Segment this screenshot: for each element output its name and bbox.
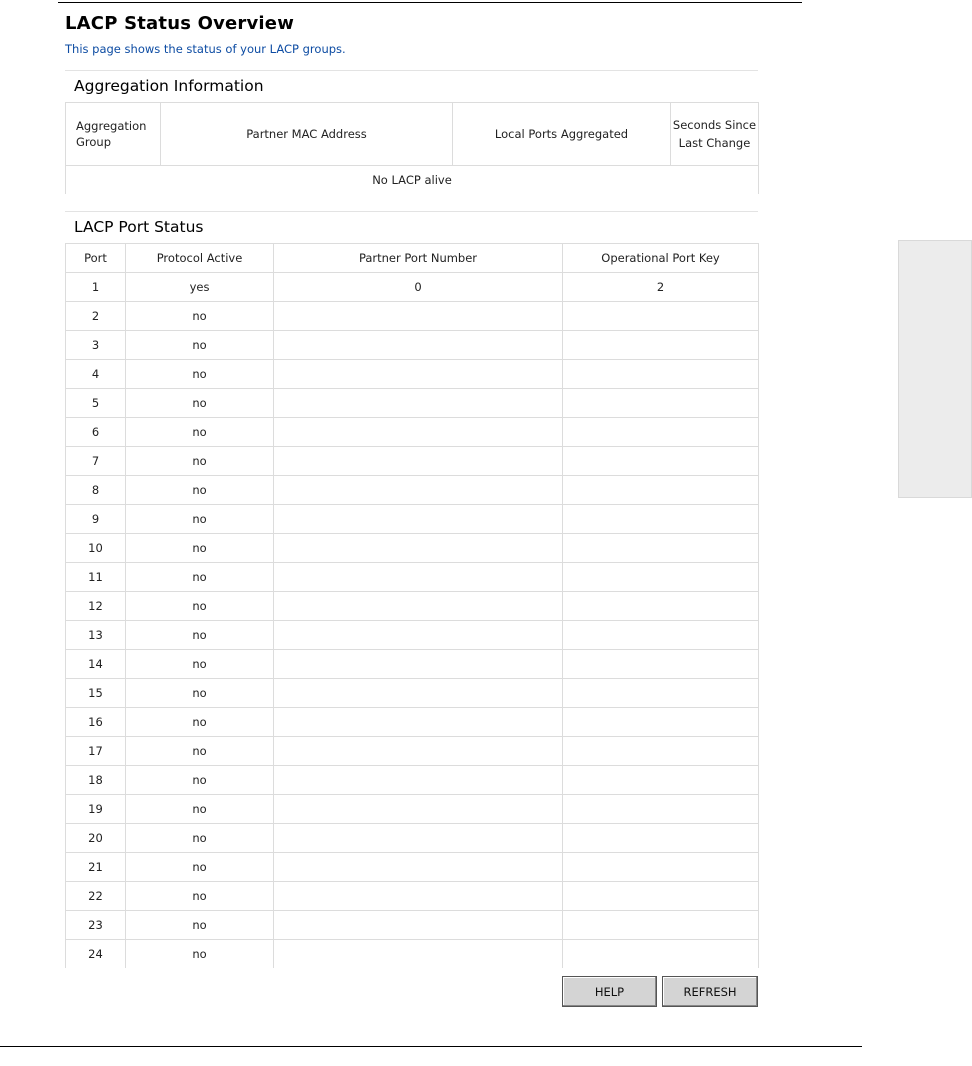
port-cell: 1 <box>66 273 126 302</box>
op-key-cell <box>563 476 759 505</box>
port-cell: 16 <box>66 708 126 737</box>
header-operational-port-key: Operational Port Key <box>563 244 759 273</box>
protocol-active-cell: yes <box>126 273 274 302</box>
op-key-cell <box>563 824 759 853</box>
port-cell: 6 <box>66 418 126 447</box>
table-row <box>66 273 759 302</box>
port-cell: 18 <box>66 766 126 795</box>
partner-port-cell <box>274 360 563 389</box>
table-row <box>66 708 759 737</box>
op-key-cell <box>563 911 759 940</box>
partner-port-cell <box>274 563 563 592</box>
partner-port-cell <box>274 940 563 969</box>
protocol-active-cell: no <box>126 853 274 882</box>
header-partner-mac: Partner MAC Address <box>161 103 453 166</box>
port-cell: 4 <box>66 360 126 389</box>
op-key-cell <box>563 563 759 592</box>
section-divider <box>65 70 758 71</box>
table-row <box>66 737 759 766</box>
header-local-ports: Local Ports Aggregated <box>453 103 671 166</box>
table-row <box>66 650 759 679</box>
port-cell: 19 <box>66 795 126 824</box>
partner-port-cell <box>274 505 563 534</box>
op-key-cell <box>563 882 759 911</box>
op-key-cell <box>563 766 759 795</box>
protocol-active-cell: no <box>126 505 274 534</box>
op-key-cell <box>563 708 759 737</box>
protocol-active-cell: no <box>126 360 274 389</box>
partner-port-cell <box>274 824 563 853</box>
op-key-cell <box>563 302 759 331</box>
port-cell: 11 <box>66 563 126 592</box>
op-key-cell <box>563 447 759 476</box>
partner-port-cell <box>274 737 563 766</box>
header-seconds-since-change: Seconds Since Last Change <box>671 103 759 166</box>
op-key-cell <box>563 331 759 360</box>
help-button[interactable]: HELP <box>562 976 657 1007</box>
partner-port-cell <box>274 476 563 505</box>
table-row <box>66 621 759 650</box>
table-row <box>66 563 759 592</box>
table-row <box>66 940 759 969</box>
table-row <box>66 331 759 360</box>
port-cell: 8 <box>66 476 126 505</box>
port-cell: 7 <box>66 447 126 476</box>
protocol-active-cell: no <box>126 621 274 650</box>
partner-port-cell <box>274 389 563 418</box>
table-row <box>66 882 759 911</box>
partner-port-cell <box>274 418 563 447</box>
port-cell: 23 <box>66 911 126 940</box>
partner-port-cell <box>274 302 563 331</box>
protocol-active-cell: no <box>126 824 274 853</box>
partner-port-cell <box>274 679 563 708</box>
partner-port-cell <box>274 331 563 360</box>
op-key-cell <box>563 795 759 824</box>
port-status-table <box>65 243 759 968</box>
header-aggregation-group: Aggregation Group <box>66 103 161 166</box>
port-cell: 13 <box>66 621 126 650</box>
op-key-cell <box>563 505 759 534</box>
partner-port-cell <box>274 882 563 911</box>
port-cell: 14 <box>66 650 126 679</box>
protocol-active-cell: no <box>126 563 274 592</box>
table-row <box>66 302 759 331</box>
protocol-active-cell: no <box>126 418 274 447</box>
table-row <box>66 476 759 505</box>
table-row <box>66 592 759 621</box>
port-cell: 10 <box>66 534 126 563</box>
op-key-cell <box>563 534 759 563</box>
protocol-active-cell: no <box>126 447 274 476</box>
protocol-active-cell: no <box>126 708 274 737</box>
table-row <box>66 389 759 418</box>
header-partner-port-number: Partner Port Number <box>274 244 563 273</box>
aggregation-header-row <box>66 103 759 166</box>
table-row <box>66 418 759 447</box>
op-key-cell: 2 <box>563 273 759 302</box>
partner-port-cell <box>274 795 563 824</box>
protocol-active-cell: no <box>126 940 274 969</box>
protocol-active-cell: no <box>126 302 274 331</box>
partner-port-cell <box>274 911 563 940</box>
protocol-active-cell: no <box>126 331 274 360</box>
section-divider <box>65 211 758 212</box>
op-key-cell <box>563 360 759 389</box>
top-divider <box>58 2 802 3</box>
aggregation-empty-row <box>66 166 759 195</box>
partner-port-cell: 0 <box>274 273 563 302</box>
port-cell: 20 <box>66 824 126 853</box>
table-row <box>66 447 759 476</box>
protocol-active-cell: no <box>126 679 274 708</box>
partner-port-cell <box>274 534 563 563</box>
protocol-active-cell: no <box>126 882 274 911</box>
no-lacp-message: No LACP alive <box>66 166 759 195</box>
op-key-cell <box>563 940 759 969</box>
partner-port-cell <box>274 766 563 795</box>
port-cell: 17 <box>66 737 126 766</box>
port-cell: 21 <box>66 853 126 882</box>
header-port: Port <box>66 244 126 273</box>
table-row <box>66 679 759 708</box>
aggregation-section-title: Aggregation Information <box>74 77 264 95</box>
header-protocol-active: Protocol Active <box>126 244 274 273</box>
port-cell: 5 <box>66 389 126 418</box>
table-row <box>66 360 759 389</box>
aggregation-table <box>65 102 759 194</box>
port-cell: 2 <box>66 302 126 331</box>
partner-port-cell <box>274 708 563 737</box>
port-cell: 12 <box>66 592 126 621</box>
port-cell: 15 <box>66 679 126 708</box>
page-title: LACP Status Overview <box>65 13 295 34</box>
op-key-cell <box>563 592 759 621</box>
protocol-active-cell: no <box>126 592 274 621</box>
refresh-button[interactable]: REFRESH <box>662 976 758 1007</box>
table-row <box>66 824 759 853</box>
port-rows <box>66 273 759 969</box>
bottom-divider <box>0 1046 862 1047</box>
op-key-cell <box>563 650 759 679</box>
table-row <box>66 534 759 563</box>
port-cell: 3 <box>66 331 126 360</box>
table-row <box>66 795 759 824</box>
port-header-row <box>66 244 759 273</box>
op-key-cell <box>563 679 759 708</box>
page-description: This page shows the status of your LACP groups. <box>65 42 346 56</box>
protocol-active-cell: no <box>126 476 274 505</box>
op-key-cell <box>563 389 759 418</box>
partner-port-cell <box>274 447 563 476</box>
protocol-active-cell: no <box>126 795 274 824</box>
port-cell: 22 <box>66 882 126 911</box>
table-row <box>66 766 759 795</box>
side-tab <box>898 240 972 498</box>
partner-port-cell <box>274 592 563 621</box>
protocol-active-cell: no <box>126 534 274 563</box>
op-key-cell <box>563 418 759 447</box>
op-key-cell <box>563 853 759 882</box>
partner-port-cell <box>274 853 563 882</box>
protocol-active-cell: no <box>126 389 274 418</box>
table-row <box>66 505 759 534</box>
table-row <box>66 853 759 882</box>
protocol-active-cell: no <box>126 737 274 766</box>
partner-port-cell <box>274 621 563 650</box>
protocol-active-cell: no <box>126 911 274 940</box>
protocol-active-cell: no <box>126 650 274 679</box>
protocol-active-cell: no <box>126 766 274 795</box>
port-cell: 9 <box>66 505 126 534</box>
port-status-section-title: LACP Port Status <box>74 218 204 236</box>
partner-port-cell <box>274 650 563 679</box>
op-key-cell <box>563 737 759 766</box>
op-key-cell <box>563 621 759 650</box>
table-row <box>66 911 759 940</box>
port-cell: 24 <box>66 940 126 969</box>
